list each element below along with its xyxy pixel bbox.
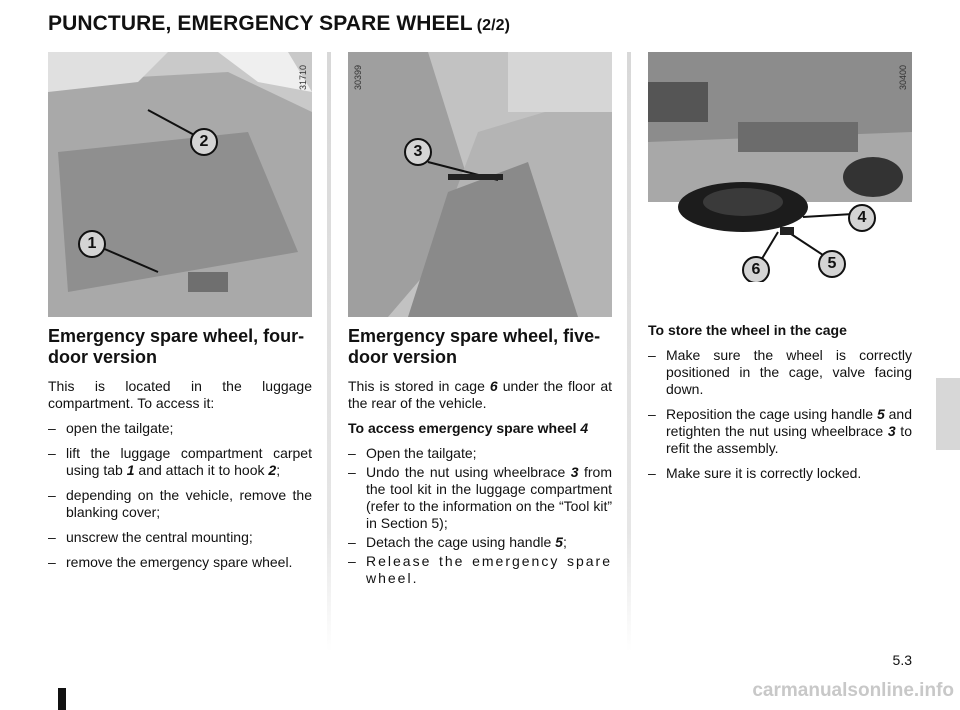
watermark-text: carmanualsonline.info bbox=[752, 680, 954, 701]
page-title bbox=[48, 12, 510, 36]
intro-four-door: This is located in the luggage compartment. To access it: bbox=[48, 378, 312, 411]
steps-four-door bbox=[48, 420, 312, 571]
list-item: – open the tailgate; bbox=[48, 420, 312, 437]
callout-6: 6 bbox=[742, 256, 770, 282]
list-item: – Open the tailgate; bbox=[348, 445, 612, 462]
list-item: – unscrew the central mounting; bbox=[48, 529, 312, 546]
column-store-wheel bbox=[648, 322, 912, 490]
list-item: – Release the emergency spare wheel. bbox=[348, 553, 612, 587]
photo-four-door-trunk bbox=[48, 52, 312, 317]
photo-rear-underside bbox=[648, 52, 912, 282]
list-item: – Undo the nut using wheelbrace 3 from the tool kit in the luggage compartment (refer to the information on the “Tool kit” in Section 5); bbox=[348, 464, 612, 532]
callout-5: 5 bbox=[818, 250, 846, 278]
list-item: – lift the luggage compartment carpet using tab 1 and attach it to hook 2; bbox=[48, 445, 312, 479]
list-item: – depending on the vehicle, remove the blanking cover; bbox=[48, 487, 312, 521]
column-four-door bbox=[48, 326, 312, 579]
subheading-access-wheel: To access emergency spare wheel 4 bbox=[348, 420, 589, 436]
callout-2: 2 bbox=[190, 128, 218, 156]
list-item: – Make sure it is correctly locked. bbox=[648, 465, 912, 482]
photo-ref-1: 31710 bbox=[298, 64, 308, 90]
list-item: – Detach the cage using handle 5; bbox=[348, 534, 612, 551]
photo-five-door-trunk bbox=[348, 52, 612, 317]
intro-five-door: This is stored in cage 6 under the floor at the rear of the vehicle. bbox=[348, 378, 612, 411]
list-item: – remove the emergency spare wheel. bbox=[48, 554, 312, 571]
photo-ref-2: 30399 bbox=[353, 64, 363, 90]
steps-five-door bbox=[348, 445, 612, 587]
callout-4: 4 bbox=[848, 204, 876, 232]
steps-store-wheel bbox=[648, 347, 912, 482]
column-divider-1 bbox=[327, 52, 331, 652]
photo-ref-3: 30400 bbox=[898, 64, 908, 90]
callout-3: 3 bbox=[404, 138, 432, 166]
heading-four-door: Emergency spare wheel, four-door version bbox=[48, 326, 305, 367]
section-tab-marker bbox=[936, 378, 960, 450]
callout-1: 1 bbox=[78, 230, 106, 258]
page-title-suffix: (2/2) bbox=[476, 17, 511, 34]
margin-bar bbox=[58, 688, 66, 710]
subheading-store-wheel: To store the wheel in the cage bbox=[648, 322, 847, 338]
list-item: – Reposition the cage using handle 5 and retighten the nut using wheelbrace 3 to refit the assembly. bbox=[648, 406, 912, 457]
column-five-door bbox=[348, 326, 612, 589]
column-divider-2 bbox=[627, 52, 631, 652]
page-number: 5.3 bbox=[892, 652, 912, 668]
list-item: – Make sure the wheel is correctly positioned in the cage, valve facing down. bbox=[648, 347, 912, 398]
heading-five-door: Emergency spare wheel, five-door version bbox=[348, 326, 601, 367]
page-title-text: PUNCTURE, EMERGENCY SPARE WHEEL bbox=[48, 12, 473, 35]
